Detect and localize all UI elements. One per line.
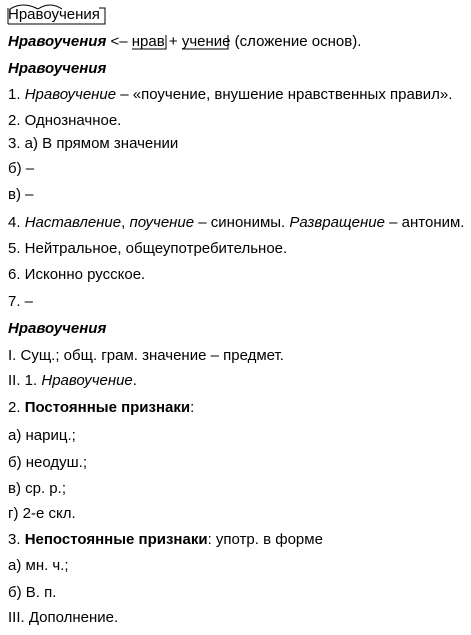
- morph-ii-word: Нравоучение: [41, 372, 133, 389]
- lexical-p2: 2. Однозначное.: [8, 112, 122, 129]
- morph-var: [8, 531, 323, 549]
- lexical-p4-syn1: Наставление: [24, 214, 122, 231]
- word-formation-line: [8, 33, 361, 51]
- morph-ii-dot: .: [132, 372, 137, 389]
- lexical-p4-syn2: поучение: [129, 214, 195, 231]
- lexical-p5: 5. Нейтральное, общеупотребительное.: [8, 240, 288, 257]
- morpheme-word: [8, 6, 100, 24]
- lexical-p1-word: Нравоучение: [24, 86, 117, 103]
- lexical-p1-def: – «поучение, внушение нравственных правил».: [120, 86, 453, 103]
- lexical-p4-comma: ,: [121, 214, 126, 231]
- morph-var-a: а) мн. ч.;: [8, 557, 69, 574]
- lexical-heading: Нравоучения: [8, 60, 107, 77]
- morph-const-colon: :: [190, 399, 195, 416]
- morph-i: I. Сущ.; общ. грам. значение – предмет.: [8, 347, 284, 364]
- morph-const-num: 2.: [8, 399, 21, 416]
- morph-ii-num: II. 1.: [8, 372, 38, 389]
- word-formation-arrow: <–: [110, 33, 128, 50]
- lexical-p1-num: 1.: [8, 86, 21, 103]
- lexical-p1: [8, 86, 452, 104]
- lexical-p4-ant-label: – антоним.: [389, 214, 465, 231]
- morph-heading: Нравоучения: [8, 320, 107, 337]
- morph-var-b: б) В. п.: [8, 584, 57, 601]
- lexical-p6: 6. Исконно русское.: [8, 266, 146, 283]
- word-formation-plus: +: [168, 33, 178, 50]
- lexical-p4: [8, 214, 464, 232]
- root-box-icon: [132, 33, 168, 55]
- morph-const-label: Постоянные признаки: [24, 399, 191, 416]
- morph-var-num: 3.: [8, 531, 21, 548]
- lexical-p3a: 3. а) В прямом значении: [8, 135, 179, 152]
- morpheme-header: [8, 6, 100, 24]
- lexical-p4-num: 4.: [8, 214, 21, 231]
- root1-box: [132, 33, 165, 51]
- root2-text: учение: [181, 33, 231, 50]
- lexical-p7: 7. –: [8, 293, 34, 310]
- morph-const: [8, 399, 194, 417]
- root2-box: [182, 33, 231, 51]
- lexical-p3c: в) –: [8, 186, 34, 203]
- word-formation-word: Нравоучения: [8, 33, 107, 50]
- lexical-p4-ant: Развращение: [289, 214, 385, 231]
- lexical-p3b: б) –: [8, 160, 35, 177]
- morph-var-rest: : употр. в форме: [207, 531, 323, 548]
- morph-const-c: в) ср. р.;: [8, 480, 66, 497]
- morpheme-word-text: Нравоучения: [8, 6, 100, 23]
- word-formation-note: (сложение основ).: [234, 33, 362, 50]
- morph-const-b: б) неодуш.;: [8, 454, 88, 471]
- morph-iii: III. Дополнение.: [8, 609, 119, 626]
- root-box-icon: [182, 33, 234, 55]
- morph-var-label: Непостоянные признаки: [24, 531, 208, 548]
- root1-text: нрав: [131, 33, 165, 50]
- lexical-p4-syn-label: – синонимы.: [198, 214, 286, 231]
- morph-ii: [8, 372, 137, 390]
- morph-const-a: а) нариц.;: [8, 427, 76, 444]
- morph-const-d: г) 2-е скл.: [8, 505, 76, 522]
